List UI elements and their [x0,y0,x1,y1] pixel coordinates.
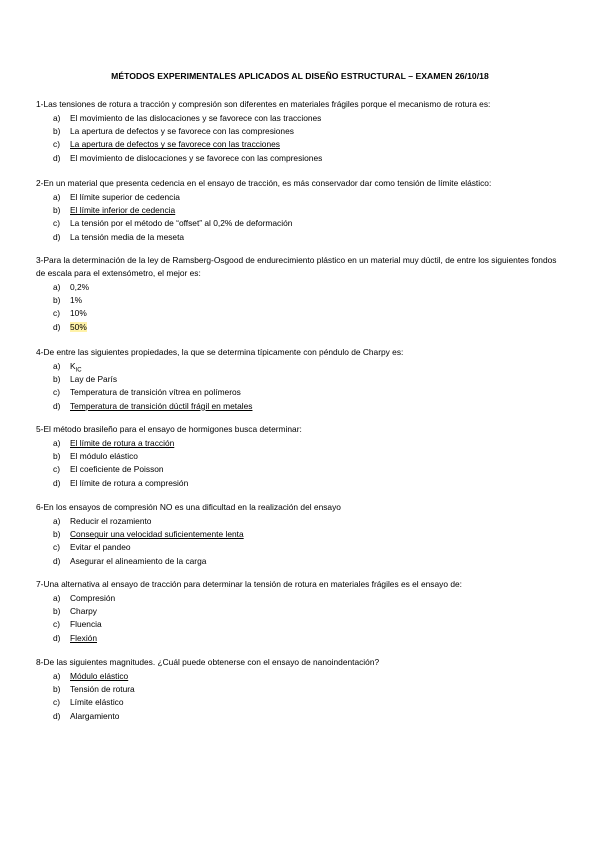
exam-title: MÉTODOS EXPERIMENTALES APLICADOS AL DISEÑO ESTRUCTURAL – EXAMEN 26/10/18 [111,71,489,81]
option-c[interactable]: c) Temperatura de transición vítrea en polímeros [53,387,241,398]
option-c[interactable]: c) Límite elástico [53,697,124,708]
option-d[interactable]: d) La tensión media de la meseta [53,231,185,242]
option-a[interactable]: a) Reducir el rozamiento [53,516,152,526]
option-d[interactable]: d) El límite de rotura a compresión [53,477,189,488]
question-7 [36,578,568,645]
option-a[interactable]: a) $K_{IC}$ [53,361,82,374]
question-8 [36,656,568,723]
option-a-answer[interactable]: a) Módulo elástico [53,671,129,681]
option-c[interactable]: c) Evitar el pandeo [53,542,131,553]
option-c[interactable]: c) 10% [53,308,87,319]
option-c[interactable]: c) La tensión por el método de “offset” al 0,2% de deformación [53,218,293,229]
option-b[interactable]: b) La apertura de defectos y se favorece con las compresiones [53,126,294,137]
question-4 [36,346,568,413]
question-6 [36,501,568,568]
option-b-answer[interactable]: b) Conseguir una velocidad suficientemente lenta [53,529,244,540]
question-text: 7-Una alternativa al ensayo de tracción para determinar la tensión de rotura en materiales frágiles es el ensayo de: [36,579,462,589]
option-d-answer[interactable]: d) 50% [53,321,87,332]
option-b-answer[interactable]: b) El límite inferior de cedencia [53,205,176,216]
option-a[interactable]: a) El movimiento de las dislocaciones y se favorece con las tracciones [53,113,322,123]
option-b[interactable]: b) 1% [53,295,83,306]
option-a[interactable]: a) El límite superior de cedencia [53,192,180,202]
question-2 [36,177,568,244]
question-text: 8-De las siguientes magnitudes. ¿Cuál puede obtenerse con el ensayo de nanoindentación? [36,657,380,667]
question-text: 1-Las tensiones de rotura a tracción y compresión son diferentes en materiales frágiles porque el mecanismo de rotura es: [36,99,491,109]
option-c[interactable]: c) Fluencia [53,619,102,630]
option-d[interactable]: d) El movimiento de dislocaciones y se favorece con las compresiones [53,152,323,163]
question-text: 5-El método brasileño para el ensayo de hormigones busca determinar: [36,424,302,434]
option-c[interactable]: c) El coeficiente de Poisson [53,464,164,475]
option-b[interactable]: b) Tensión de rotura [53,684,135,695]
option-b[interactable]: b) El módulo elástico [53,451,138,462]
option-d-answer[interactable]: d) Flexión [53,632,97,643]
option-a-answer[interactable]: a) El límite de rotura a tracción [53,438,175,448]
option-d[interactable]: d) Alargamiento [53,710,120,721]
option-c-answer[interactable]: c) La apertura de defectos y se favorece con las tracciones [53,139,280,150]
question-3 [36,254,568,334]
question-1 [36,98,568,165]
option-d-answer[interactable]: d) Temperatura de transición dúctil frágil en metales [53,400,253,411]
option-b[interactable]: b) Lay de París [53,374,118,385]
option-a[interactable]: a) Compresión [53,593,116,603]
option-a[interactable]: a) 0,2% [53,282,90,292]
option-b[interactable]: b) Charpy [53,606,97,617]
question-text: 4-De entre las siguientes propiedades, la que se determina típicamente con péndulo de Charpy es: [36,347,404,357]
question-text: 2-En un material que presenta cedencia en el ensayo de tracción, es más conservador dar como tensión de límite elástico: [36,178,492,188]
question-5 [36,423,568,490]
question-text: 3-Para la determinación de la ley de Ramsberg-Osgood de endurecimiento plástico en un material muy dúctil, de entre los siguientes fondos de escala para el extensómetro, el mejor es: [36,255,557,278]
option-d[interactable]: d) Asegurar el alineamiento de la carga [53,555,207,566]
question-text: 6-En los ensayos de compresión NO es una dificultad en la realización del ensayo [36,502,341,512]
